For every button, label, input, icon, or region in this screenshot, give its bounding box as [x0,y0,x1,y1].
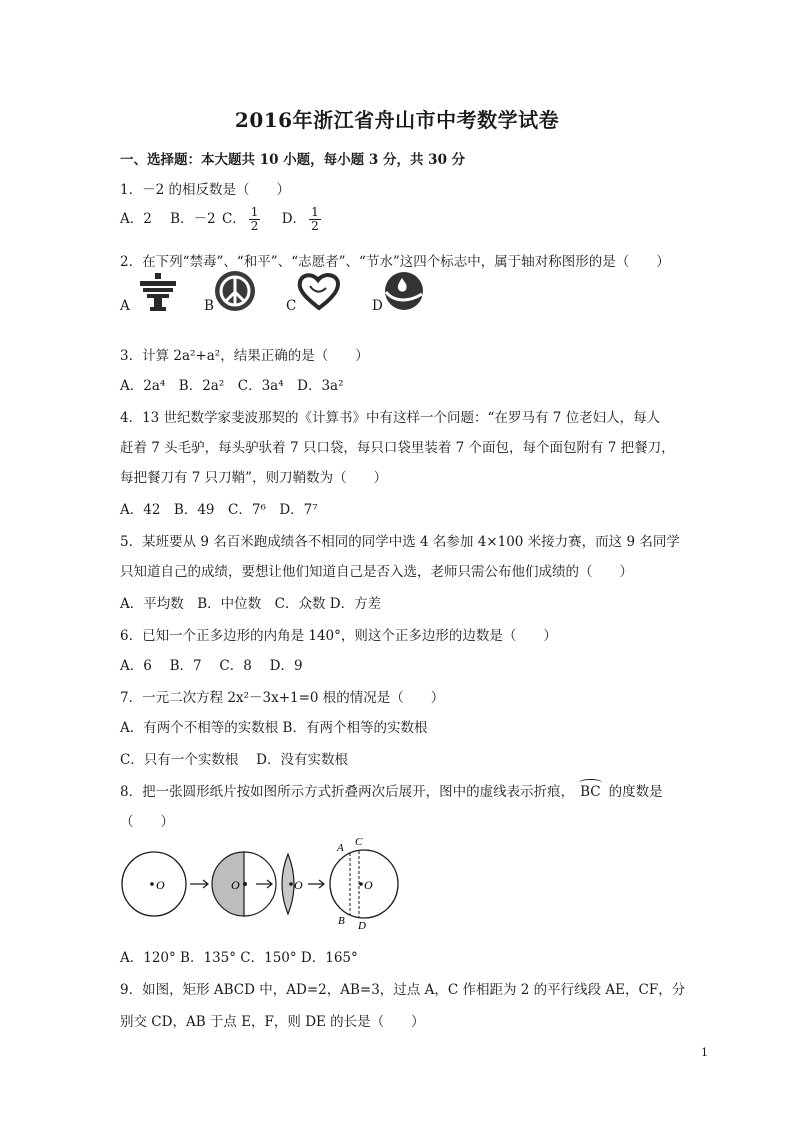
q1-option-c [221,205,268,233]
point-label-a: A [337,842,344,854]
q1-fraction-d [309,206,321,233]
fraction-numerator: 1 [311,205,319,219]
center-dot [359,882,363,886]
arrow-icon [256,880,272,888]
center-label-3: O [294,878,303,892]
q9-line-1: 9．如图，矩形 ABCD 中，AD=2，AB=3，过点 A，C 作相距为 2 的平行线段 AE，CF，分 [120,982,686,998]
point-label-b: B [338,915,345,927]
q4-line-1: 4．13 世纪数学家斐波那契的《计算书》中有这样一个问题：“在罗马有 7 位老妇人，每人 [120,410,661,426]
page-number: 1 [701,1046,708,1059]
page-title: 2016年浙江省舟山市中考数学试卷 [234,108,560,132]
volunteer-heart-icon [296,270,342,312]
q1-option-c-prefix: C． [221,211,246,227]
anti-drug-eagle-icon [136,270,180,314]
center-dot [289,882,293,886]
q5-line-2: 只知道自己的成绩，要想让他们知道自己是否入选，老师只需公布他们成绩的（ ） [120,564,633,580]
q1-option-d-prefix: D． [281,211,307,227]
q2-logo-row [118,270,448,320]
q1-option-a: A．2 [120,211,152,227]
q8-folding-figure [118,830,418,930]
center-label-2: O [231,878,240,892]
arrow-icon [190,880,208,888]
q5-line-1: 5．某班要从 9 名百米跑成绩各不相同的同学中选 4 名参加 4×100 米接力赛，而这 9 名同学 [120,534,680,550]
q3-options: A．2a⁴ B．2a² C．3a⁴ D．3a² [120,378,344,394]
q8-stem-paren: （ ） [120,814,174,830]
center-dot [150,882,154,886]
q1-stem: 1．－2 的相反数是（ ） [120,182,290,198]
arrow-icon [308,880,324,888]
arc-bc-label: BC [580,784,601,800]
point-label-c: C [355,836,363,848]
peace-sign-icon [214,270,256,312]
water-saving-icon [382,270,426,312]
q5-options: A．平均数 B．中位数 C．众数 D．方差 [120,596,382,612]
fraction-denominator: 2 [250,219,259,233]
q7-stem: 7．一元二次方程 2x²－3x+1=0 根的情况是（ ） [120,690,445,706]
fraction-denominator: 2 [311,219,319,233]
point-label-d: D [358,920,366,930]
full-circle-shape [122,852,186,916]
center-label-4: O [364,878,373,892]
q2-label-b: B [204,298,214,314]
q4-line-3: 每把餐刀有 7 只刀鞘”，则刀鞘数为（ ） [120,470,388,486]
q1-fraction-c [249,206,261,233]
q8-stem [120,780,663,800]
center-label-1: O [156,878,165,892]
q1-option-b: B．－2 [170,211,216,227]
q6-stem: 6．已知一个正多边形的内角是 140°，则这个正多边形的边数是（ ） [120,628,557,644]
q2-stem: 2．在下列“禁毒”、“和平”、“志愿者”、“节水”这四个标志中，属于轴对称图形的是（ ） [120,254,670,270]
q8-stem-tail: 的度数是 [608,784,663,800]
q8-options: A．120° B．135° C．150° D．165° [120,950,358,966]
q8-stem-text: 8．把一张圆形纸片按如图所示方式折叠两次后展开，图中的虚线表示折痕， [120,784,575,800]
q7-options-2: C．只有一个实数根 D．没有实数根 [120,752,348,768]
q2-label-a: A [120,298,130,314]
q1-options [120,206,324,233]
q2-label-d: D [372,298,383,314]
q2-label-c: C [286,298,297,314]
q9-line-2: 别交 CD，AB 于点 E，F，则 DE 的长是（ ） [120,1014,425,1030]
q1-option-d [281,205,324,233]
q4-line-2: 赶着 7 头毛驴，每头驴驮着 7 只口袋，每只口袋里装着 7 个面包，每个面包附有 7 把餐刀， [120,440,675,456]
q4-options: A．42 B．49 C．7⁶ D．7⁷ [120,502,318,518]
fraction-numerator: 1 [250,205,259,219]
center-dot [243,882,247,886]
q6-options: A．6 B．7 C．8 D．9 [120,658,303,674]
q3-stem: 3．计算 2a²+a²，结果正确的是（ ） [120,348,369,364]
section-heading: 一、选择题：本大题共 10 小题，每小题 3 分，共 30 分 [120,152,466,168]
q7-options-1: A．有两个不相等的实数根 B．有两个相等的实数根 [120,720,428,736]
